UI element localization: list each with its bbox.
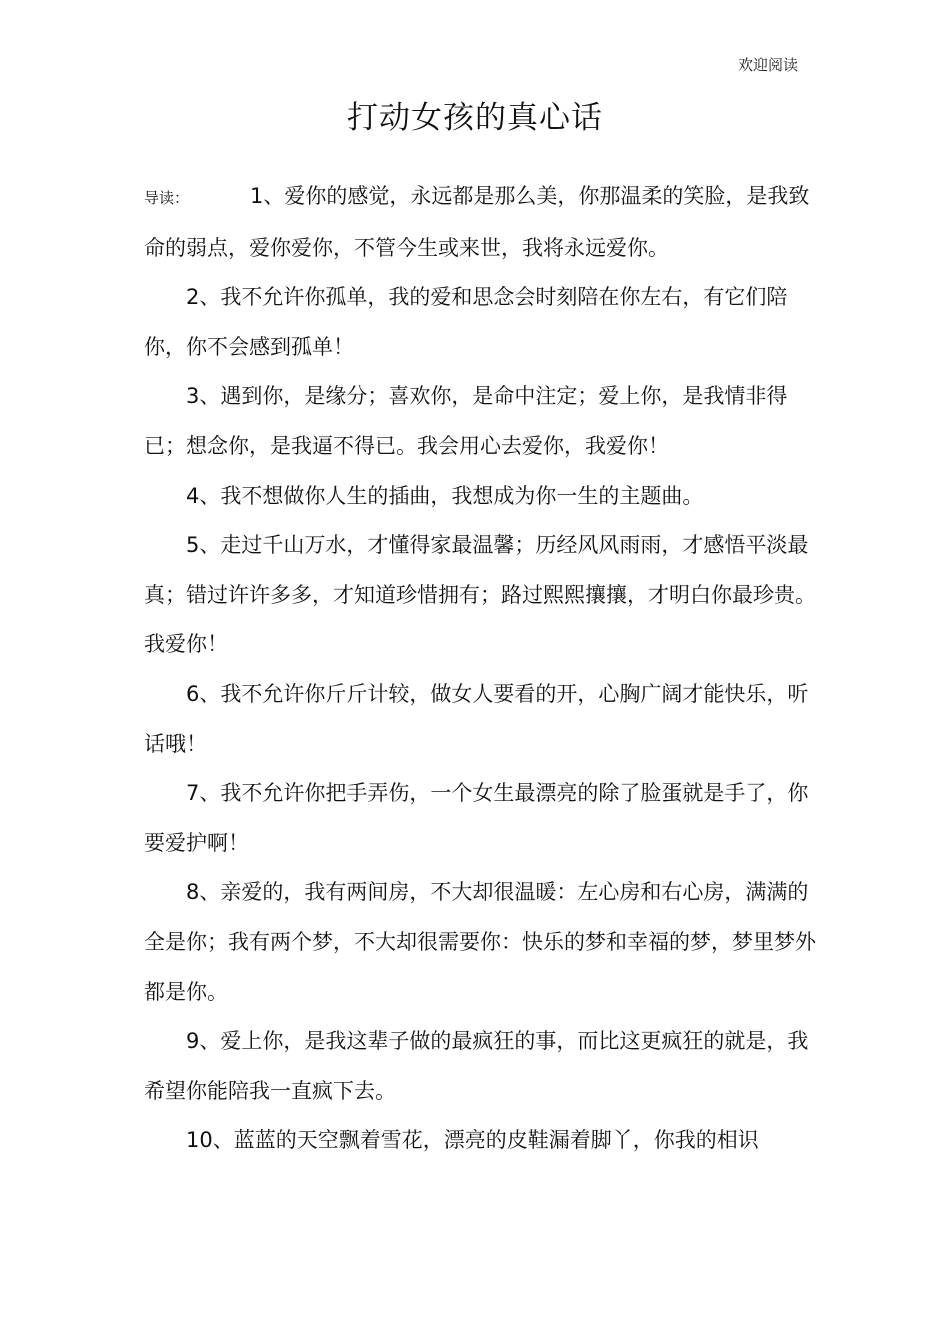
paragraph-7: 7、我不允许你把手弄伤，一个女生最漂亮的除了脸蛋就是手了，你要爱护啊！ [144, 781, 809, 855]
paragraph-9: 9、爱上你，是我这辈子做的最疯狂的事，而比这更疯狂的就是，我希望你能陪我一直疯下去。 [144, 1029, 809, 1103]
document-title: 打动女孩的真心话 [347, 100, 603, 136]
paragraph-1-text: 1、爱你的感觉，永远都是那么美，你那温柔的笑脸，是我致命的弱点，爱你爱你，不管今生或来世，我将永远爱你。 [144, 184, 810, 260]
paragraph-3: 3、遇到你，是缘分；喜欢你，是命中注定；爱上你，是我情非得已；想念你，是我逼不得已。我会用心去爱你，我爱你！ [144, 384, 788, 458]
paragraph-6: 6、我不允许你斤斤计较，做女人要看的开，心胸广阔才能快乐，听话哦！ [144, 681, 809, 756]
paragraph-10: 10、蓝蓝的天空飘着雪花，漂亮的皮鞋漏着脚丫，你我的相识 [186, 1128, 759, 1153]
paragraph-1 [144, 172, 820, 273]
intro-label: 导读： [144, 189, 190, 207]
paragraph-4: 4、我不想做你人生的插曲，我想成为你一生的主题曲。 [186, 483, 704, 508]
paragraph-5: 5、走过千山万水，才懂得家最温馨；历经风风雨雨，才感悟平淡最真；错过许许多多，才知道珍惜拥有；路过熙熙攘攘，才明白你最珍贵。我爱你！ [144, 533, 816, 657]
paragraph-2: 2、我不允许你孤单，我的爱和思念会时刻陪在你左右，有它们陪你，你不会感到孤单！ [144, 285, 788, 359]
document-body [144, 172, 820, 1166]
paragraph-8: 8、亲爱的，我有两间房，不大却很温暖：左心房和右心房，满满的全是你；我有两个梦，不大却很需要你：快乐的梦和幸福的梦，梦里梦外都是你。 [144, 880, 816, 1004]
header-note: 欢迎阅读 [737, 56, 798, 74]
